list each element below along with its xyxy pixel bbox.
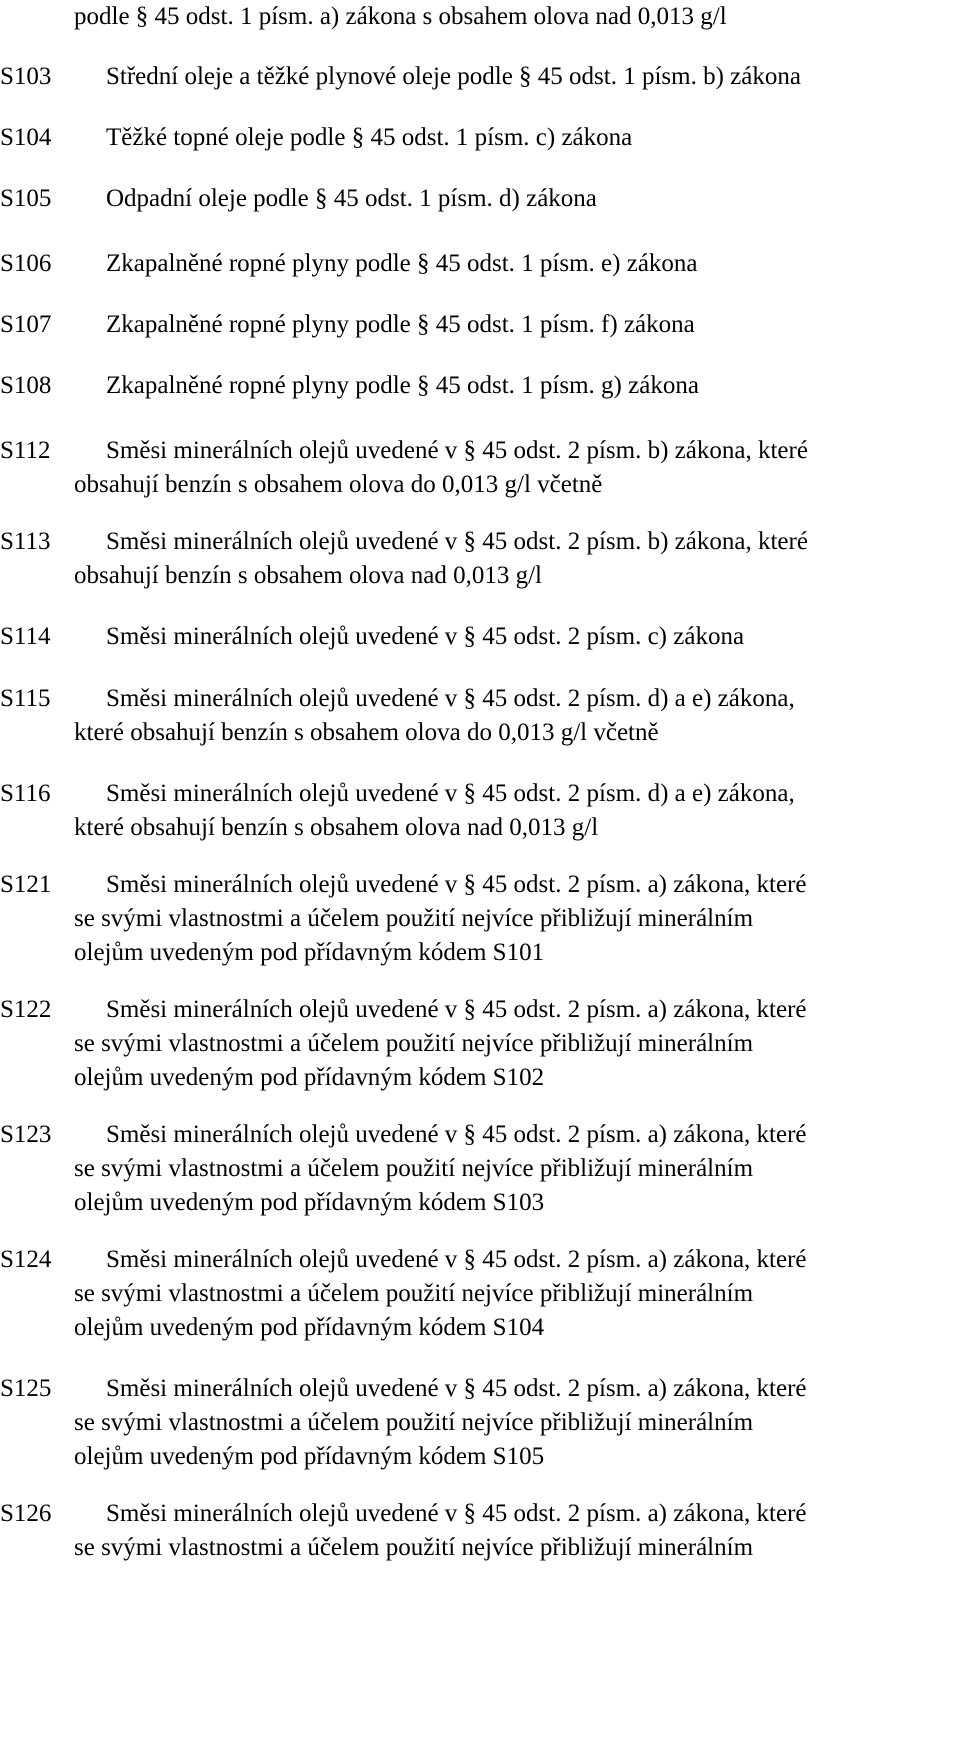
entry-code: S115: [0, 685, 51, 712]
entry-code: S105: [0, 185, 52, 212]
entry-s105: [0, 182, 960, 216]
entry-text-line: které obsahují benzín s obsahem olova do 0,013 g/l včetně: [74, 719, 659, 746]
entry-text-line: Směsi minerálních olejů uvedené v § 45 odst. 2 písm. a) zákona, které: [106, 1121, 807, 1148]
entry-text-line: Směsi minerálních olejů uvedené v § 45 odst. 2 písm. d) a e) zákona,: [106, 685, 795, 712]
entry-s124: [0, 1243, 960, 1345]
entry-text-line: Střední oleje a těžké plynové oleje podle § 45 odst. 1 písm. b) zákona: [106, 63, 801, 90]
entry-code: S103: [0, 63, 52, 90]
entry-text-line: Těžké topné oleje podle § 45 odst. 1 písm. c) zákona: [106, 124, 633, 151]
intro-line: podle § 45 odst. 1 písm. a) zákona s obsahem olova nad 0,013 g/l: [74, 3, 727, 30]
entry-s113: [0, 525, 960, 593]
entry-text-line: se svými vlastnostmi a účelem použití nejvíce přibližují minerálním: [74, 905, 754, 932]
entry-text-line: olejům uvedeným pod přídavným kódem S103: [74, 1189, 545, 1216]
entry-text-line: se svými vlastnostmi a účelem použití nejvíce přibližují minerálním: [74, 1534, 754, 1561]
entry-code: S121: [0, 871, 52, 898]
entry-text-line: Směsi minerálních olejů uvedené v § 45 odst. 2 písm. d) a e) zákona,: [106, 780, 795, 807]
entry-code: S112: [0, 437, 51, 464]
entry-text-line: se svými vlastnostmi a účelem použití nejvíce přibližují minerálním: [74, 1030, 754, 1057]
entry-text-line: obsahují benzín s obsahem olova do 0,013 g/l včetně: [74, 471, 603, 498]
entry-text-line: olejům uvedeným pod přídavným kódem S101: [74, 939, 545, 966]
entry-code: S123: [0, 1121, 52, 1148]
entry-text-line: Směsi minerálních olejů uvedené v § 45 odst. 2 písm. b) zákona, které: [106, 437, 808, 464]
entry-text-line: Směsi minerálních olejů uvedené v § 45 odst. 2 písm. a) zákona, které: [106, 1375, 807, 1402]
entry-code: S108: [0, 372, 52, 399]
entry-s112: [0, 434, 960, 502]
entry-s125: [0, 1372, 960, 1474]
entry-text-line: olejům uvedeným pod přídavným kódem S105: [74, 1443, 545, 1470]
entry-code: S113: [0, 528, 51, 555]
entry-text-line: se svými vlastnostmi a účelem použití nejvíce přibližují minerálním: [74, 1409, 754, 1436]
entry-text-line: Zkapalněné ropné plyny podle § 45 odst. 1 písm. g) zákona: [106, 372, 699, 399]
entry-s104: [0, 121, 960, 155]
entry-code: S114: [0, 623, 51, 650]
entry-text-line: olejům uvedeným pod přídavným kódem S104: [74, 1314, 545, 1341]
entry-text-line: se svými vlastnostmi a účelem použití nejvíce přibližují minerálním: [74, 1280, 754, 1307]
entry-code: S106: [0, 250, 52, 277]
entry-code: S116: [0, 780, 51, 807]
entry-text-line: Směsi minerálních olejů uvedené v § 45 odst. 2 písm. c) zákona: [106, 623, 745, 650]
entry-text-line: Směsi minerálních olejů uvedené v § 45 odst. 2 písm. b) zákona, které: [106, 528, 808, 555]
entry-s123: [0, 1118, 960, 1220]
entry-s122: [0, 993, 960, 1095]
entry-code: S122: [0, 996, 52, 1023]
entry-s107: [0, 308, 960, 342]
entry-code: S107: [0, 311, 52, 338]
entry-s103: [0, 60, 960, 94]
entry-s106: [0, 247, 960, 281]
entry-text-line: obsahují benzín s obsahem olova nad 0,013 g/l: [74, 562, 542, 589]
entry-text-line: se svými vlastnostmi a účelem použití nejvíce přibližují minerálním: [74, 1155, 754, 1182]
entry-text-line: Odpadní oleje podle § 45 odst. 1 písm. d) zákona: [106, 185, 597, 212]
entry-s121: [0, 868, 960, 970]
entry-code: S126: [0, 1500, 52, 1527]
entry-text-line: Směsi minerálních olejů uvedené v § 45 odst. 2 písm. a) zákona, které: [106, 1500, 807, 1527]
entry-code: S125: [0, 1375, 52, 1402]
entry-code: S104: [0, 124, 52, 151]
entry-s115: [0, 682, 960, 750]
entry-text-line: Směsi minerálních olejů uvedené v § 45 odst. 2 písm. a) zákona, které: [106, 871, 807, 898]
entry-text-line: Směsi minerálních olejů uvedené v § 45 odst. 2 písm. a) zákona, které: [106, 996, 807, 1023]
entry-s116: [0, 777, 960, 845]
entry-text-line: Zkapalněné ropné plyny podle § 45 odst. 1 písm. e) zákona: [106, 250, 698, 277]
entry-text-line: Směsi minerálních olejů uvedené v § 45 odst. 2 písm. a) zákona, které: [106, 1246, 807, 1273]
entry-text-line: Zkapalněné ropné plyny podle § 45 odst. 1 písm. f) zákona: [106, 311, 695, 338]
entry-text-line: olejům uvedeným pod přídavným kódem S102: [74, 1064, 545, 1091]
entry-code: S124: [0, 1246, 52, 1273]
entry-text-line: které obsahují benzín s obsahem olova nad 0,013 g/l: [74, 814, 599, 841]
entry-s114: [0, 620, 960, 654]
entry-s108: [0, 369, 960, 403]
entry-s126: [0, 1497, 960, 1565]
